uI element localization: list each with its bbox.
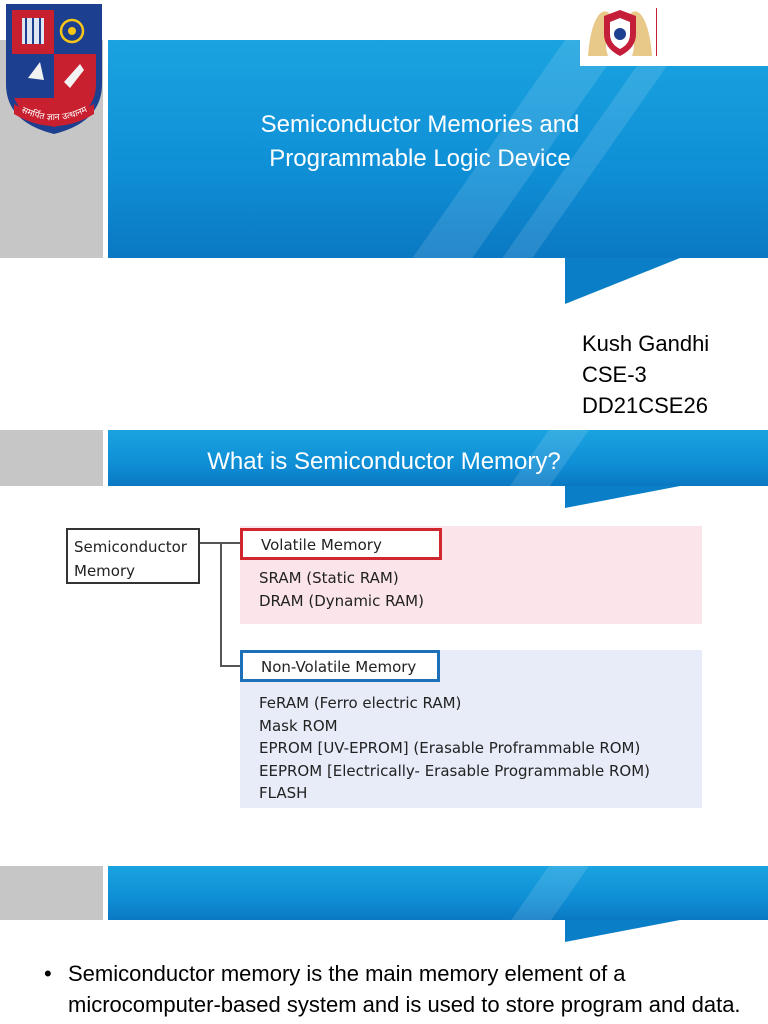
author-name: Kush Gandhi	[582, 331, 710, 356]
connector-line	[220, 542, 222, 666]
list-item: Mask ROM	[259, 716, 338, 735]
author-class: CSE-3	[582, 362, 647, 387]
list-item: DRAM (Dynamic RAM)	[259, 592, 424, 610]
bullet-list	[44, 958, 754, 1024]
non-volatile-memory-list	[259, 692, 650, 805]
definition-slide	[0, 860, 768, 1024]
svg-text:समर्पित ज्ञान उत्थानम: समर्पित ज्ञान उत्थानम	[19, 105, 89, 124]
connector-line	[220, 542, 240, 544]
title-slide	[0, 0, 768, 430]
banner-tail	[565, 486, 680, 508]
semiconductor-memory-node: Semiconductor Memory	[66, 528, 200, 584]
volatile-memory-label: Volatile Memory	[240, 528, 442, 560]
non-volatile-memory-label: Non-Volatile Memory	[240, 650, 440, 682]
university-emblem-icon	[0, 0, 108, 136]
section-banner	[108, 866, 768, 920]
slide-title: What is Semiconductor Memory?	[207, 448, 561, 475]
list-item: FLASH	[259, 784, 308, 802]
list-item: EPROM [UV-EPROM] (Erasable Proframmable ROM)	[259, 739, 641, 757]
bullet-item: • Semiconductor memory is the main memory element of a microcomputer-based system and is used to store program and data.	[44, 958, 754, 1024]
bits-logo	[580, 0, 768, 66]
slide-side-tab	[0, 866, 103, 920]
list-item: EEPROM [Electrically- Erasable Programmable ROM)	[259, 761, 651, 780]
memory-types-slide	[0, 430, 768, 860]
lion-crest-icon	[584, 4, 656, 60]
banner-tail	[565, 258, 680, 304]
presentation-title: Semiconductor Memories and Programmable Logic Device	[260, 111, 580, 172]
author-block	[582, 328, 709, 421]
list-item: FeRAM (Ferro electric RAM)	[259, 694, 462, 712]
author-id: DD21CSE26	[582, 393, 708, 418]
connector-line	[220, 665, 240, 667]
connector-line	[200, 542, 221, 544]
volatile-memory-list	[259, 567, 424, 613]
list-item: SRAM (Static RAM)	[259, 569, 399, 587]
slide-side-tab	[0, 430, 103, 486]
banner-tail	[565, 920, 680, 942]
